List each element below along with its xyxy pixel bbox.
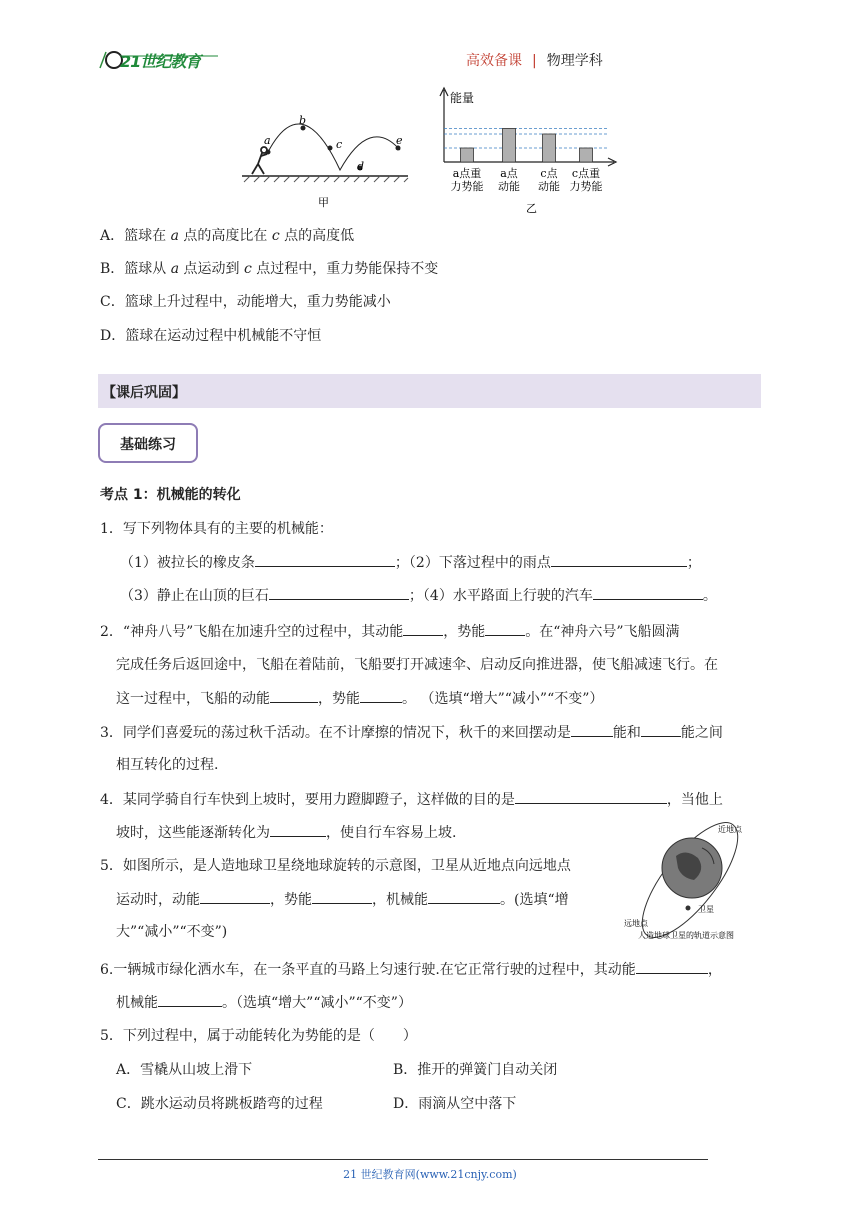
q5-line2 [116,889,569,910]
option-d[interactable]: D．篮球在运动过程中机械能不守恒 [100,328,322,344]
option-c[interactable]: C．篮球上升过程中，动能增大，重力势能减小 [100,294,391,310]
basic-practice-label: 基础练习 [120,437,176,453]
bar-tick-label: 力势能 [450,180,484,193]
q2-text-4: 这一过程中，飞船的动能 [116,691,270,707]
q2-text-5: ，势能 [318,691,360,707]
player-icon [252,147,267,174]
energy-bar [580,148,593,162]
bar-tick-label: 力势能 [569,180,603,193]
q6-blank2[interactable] [158,992,222,1007]
satellite-label: 卫星 [698,905,714,914]
q1-blank4[interactable] [593,585,703,600]
q5-text-4: 。(选填“增 [500,892,569,908]
q4-blank2[interactable] [270,822,326,837]
bar-tick-label: 动能 [538,180,560,193]
q1-sep2: ； [408,588,423,604]
q6-text-3: 机械能 [116,995,158,1011]
q2-blank3[interactable] [270,688,318,703]
satellite-caption: 人造地球卫星的轨道示意图 [638,931,734,940]
q4-line1 [100,789,723,810]
q2-line2: 完成任务后返回途中，飞船在着陆前，飞船要打开减速伞、启动反向推进器，使飞船减速飞行。在 [116,657,718,673]
option-a-text-1: A．篮球在 [100,228,171,244]
q6-line1 [100,959,722,980]
option-a-text-2: 点的高度比在 [178,228,272,244]
q3-line1 [100,722,723,743]
q2-blank4[interactable] [360,688,402,703]
energy-bar [543,134,556,162]
energy-bar [461,148,474,162]
satellite-icon [686,906,691,911]
q1-stem: 1．写下列物体具有的主要的机械能： [100,521,333,537]
option-a-var-a: a [170,228,179,244]
q2-line1 [100,621,680,642]
option-b-var-a: a [170,261,180,277]
q2-text-6: 。 （选填“增大”“减小”“不变”） [402,691,604,707]
q4-text-2: ，当他上 [666,792,723,808]
label-d: d [357,160,365,173]
q6-text-1: 6.一辆城市绿化洒水车，在一条平直的马路上匀速行驶.在它正常行驶的过程中，其动能 [100,962,636,978]
point-c [328,146,333,151]
q5-text-2: ，势能 [270,892,312,908]
q1-blank3[interactable] [269,585,409,600]
q6-text-4: 。（选填“增大”“减小”“不变”） [222,995,412,1011]
q2-blank2[interactable] [485,621,525,636]
q2-text-1: 2．“神舟八号”飞船在加速升空的过程中，其动能 [100,624,404,640]
apogee-label: 远地点 [624,919,648,928]
label-e: e [396,134,403,147]
q7-option-d[interactable]: D．雨滴从空中落下 [393,1096,517,1112]
q4-blank1[interactable] [515,789,667,804]
option-b-text-2: 点运动到 [179,261,245,277]
figure-yi [436,84,626,214]
q4-text-3: 坡时，这些能逐渐转化为 [116,825,270,841]
q6-line2 [116,992,412,1013]
q3-blank1[interactable] [571,722,613,737]
q1-item4: （4）水平路面上行驶的汽车 [422,588,593,604]
caption-yi: 乙 [526,202,537,214]
bar-tick-label: c点 [540,167,558,180]
perigee-label: 近地点 [718,825,742,834]
option-b-text-3: 点过程中，重力势能保持不变 [251,261,439,277]
q5-text-3: ，机械能 [372,892,428,908]
header-right [466,50,603,70]
option-a[interactable] [100,226,354,246]
section-title: 【课后巩固】 [102,385,186,401]
q4-line2 [116,822,456,843]
q3-text-3: 能之间 [680,725,723,741]
q2-text-2: ，势能 [443,624,486,640]
q4-text-1: 4．某同学骑自行车快到上坡时，要用力蹬脚蹬子，这样做的目的是 [100,792,515,808]
y-axis-label: 能量 [450,91,475,105]
q3-text-1: 3．同学们喜爱玩的荡过秋千活动。在不计摩擦的情况下，秋千的来回摆动是 [100,725,571,741]
logo [98,46,228,74]
bar-tick-label: a点 [500,167,518,180]
header-course: 高效备课 [466,53,522,69]
caption-jia: 甲 [318,196,329,208]
q1-row1 [120,552,701,573]
bar-tick-label: a点重 [452,167,482,180]
q3-line2: 相互转化的过程. [116,757,219,773]
basic-practice-box [98,423,198,463]
q1-item1: （1）被拉长的橡皮条 [120,555,255,571]
q4-text-4: ，使自行车容易上坡. [326,825,457,841]
q3-text-2: 能和 [612,725,641,741]
q2-line3 [116,688,603,709]
bar-tick-label: 动能 [498,180,520,193]
option-b[interactable] [100,259,438,279]
q6-blank1[interactable] [636,959,708,974]
q7-stem: 5．下列过程中，属于动能转化为势能的是（ ） [100,1028,417,1044]
q1-end1: ； [686,555,701,571]
logo-text: 21世纪教育 [120,52,201,71]
q5-blank3[interactable] [428,889,500,904]
q5-blank1[interactable] [200,889,270,904]
option-a-var-c: c [271,228,280,244]
q1-end2: 。 [702,588,717,604]
satellite-figure [620,818,765,944]
q7-option-a[interactable]: A．雪橇从山坡上滑下 [116,1062,253,1078]
q1-blank2[interactable] [551,552,687,567]
footer-divider [98,1159,708,1160]
q1-blank1[interactable] [255,552,395,567]
q1-item2: （2）下落过程中的雨点 [408,555,551,571]
option-a-text-3: 点的高度低 [279,228,355,244]
figure-jia [240,108,410,208]
option-b-var-c: c [244,261,252,277]
q1-item3: （3）静止在山顶的巨石 [120,588,269,604]
q1-sep1: ； [394,555,409,571]
bar-tick-label: c点重 [571,167,601,180]
option-b-text-1: B．篮球从 [100,261,171,277]
label-b: b [299,114,307,127]
bar-group [444,128,608,193]
q2-blank1[interactable] [403,621,443,636]
q2-text-3: 。在“神舟六号”飞船圆满 [525,624,680,640]
q5-line1: 5．如图所示，是人造地球卫星绕地球旋转的示意图，卫星从近地点向远地点 [100,858,571,874]
energy-bar [503,128,516,162]
q7-option-b[interactable]: B．推开的弹簧门自动关闭 [393,1062,558,1078]
label-a: a [264,134,271,147]
q5-text-1: 运动时，动能 [116,892,200,908]
header-separator: | [532,53,537,69]
point-a [266,150,271,155]
q5-line3: 大”“减小”“不变”) [116,924,228,940]
header-subject: 物理学科 [546,53,603,69]
section-bar [98,374,761,408]
q3-blank2[interactable] [641,722,681,737]
kaodian-heading: 考点 1：机械能的转化 [100,487,241,503]
q5-blank2[interactable] [312,889,372,904]
q7-option-c[interactable]: C．跳水运动员将跳板踏弯的过程 [116,1096,323,1112]
label-c: c [336,138,343,151]
q1-row2 [120,585,717,606]
footer-text[interactable]: 21 世纪教育网(www.21cnjy.com) [343,1168,517,1181]
q6-text-2: ， [707,962,722,978]
